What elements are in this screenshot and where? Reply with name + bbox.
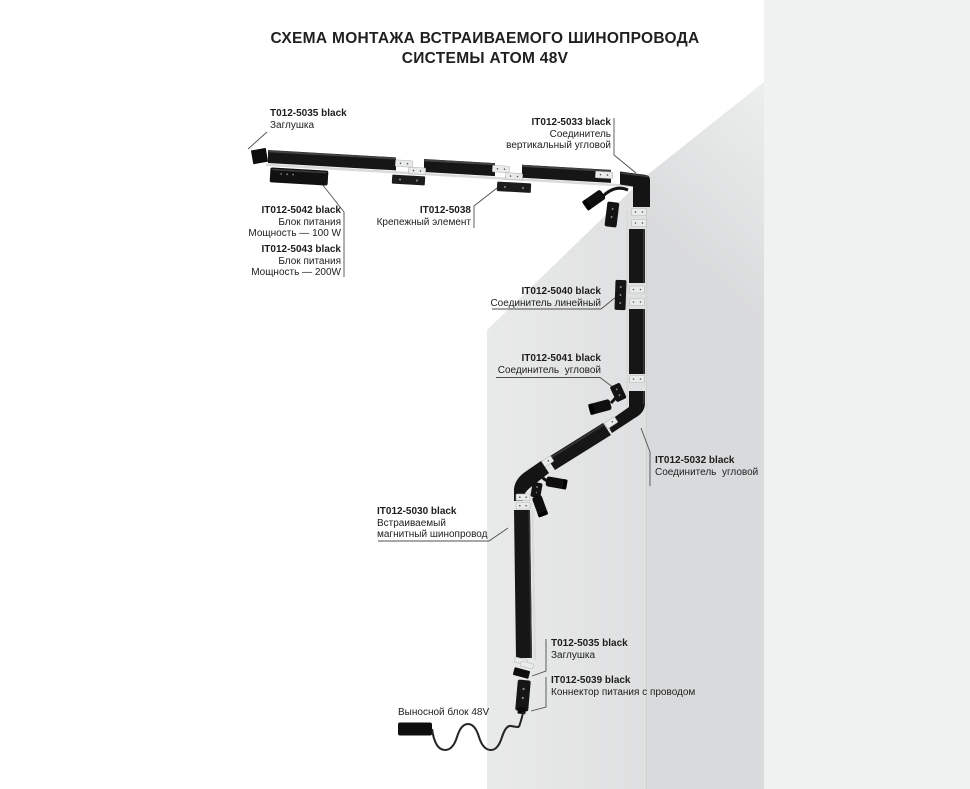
label-cap-bottom	[551, 638, 628, 661]
remote-power-block	[398, 723, 432, 736]
label-corner1	[498, 353, 601, 376]
part-code: IT012-5040 black	[521, 286, 601, 297]
wall-track-lower	[514, 510, 532, 658]
power-supply-unit	[270, 167, 329, 185]
part-code: IT012-5039 black	[551, 675, 631, 686]
label-corner2	[655, 455, 758, 478]
wall-track-middle	[629, 309, 645, 374]
part-code: IT012-5030 black	[377, 506, 457, 517]
end-cap-top	[251, 148, 268, 164]
part-code: IT012-5041 black	[521, 353, 601, 364]
part-desc: Мощность — 100 W	[248, 228, 341, 240]
title-line-2: СИСТЕМЫ АТОМ 48V	[401, 50, 569, 67]
background-panel	[764, 0, 970, 789]
part-desc: Блок питания	[278, 216, 341, 228]
connector-pieces-corner1	[630, 376, 645, 383]
mounting-bracket-2	[497, 182, 531, 193]
label-linear-connector	[490, 286, 601, 309]
label-psu-100	[248, 205, 341, 240]
part-desc: Выносной блок 48V	[398, 707, 490, 718]
part-desc: Крепежный элемент	[376, 216, 471, 228]
part-desc: Соединитель линейный	[490, 297, 601, 309]
part-desc: вертикальный угловой	[506, 140, 611, 152]
part-code: IT012-5042 black	[261, 205, 341, 216]
part-code: IT012-5032 black	[655, 455, 735, 466]
part-desc: Соединитель угловой	[655, 466, 759, 478]
wall-track-upper	[629, 229, 645, 283]
label-track	[377, 506, 487, 541]
label-corner-vertical	[506, 117, 611, 152]
part-code: T012-5035 black	[551, 638, 628, 649]
label-remote-block	[398, 707, 489, 719]
label-mount	[377, 205, 471, 228]
part-desc: Блок питания	[278, 255, 341, 267]
label-cap-top	[270, 108, 347, 131]
part-desc: магнитный шинопровод	[377, 529, 488, 541]
ceiling-track	[251, 148, 613, 193]
label-power-connector	[551, 675, 695, 698]
page-title	[0, 29, 970, 69]
part-desc: Коннектор питания с проводом	[551, 686, 696, 698]
part-desc: Мощность — 200W	[251, 267, 341, 279]
track-segment-1	[268, 150, 396, 170]
part-code: IT012-5038	[419, 205, 471, 216]
part-code: IT012-5043 black	[261, 244, 341, 255]
part-desc: Встраиваемый	[377, 517, 446, 529]
label-psu-200	[251, 244, 341, 279]
part-code: T012-5035 black	[270, 108, 347, 119]
part-desc: Соединитель угловой	[497, 364, 601, 376]
mounting-bracket-1	[392, 175, 425, 186]
part-code: IT012-5033 black	[531, 117, 611, 128]
part-desc: Заглушка	[270, 119, 315, 131]
title-line-1: СХЕМА МОНТАЖА ВСТРАИВАЕМОГО ШИНОПРОВОДА	[270, 30, 700, 47]
part-desc: Заглушка	[551, 649, 596, 661]
part-desc: Соединитель	[549, 128, 611, 140]
